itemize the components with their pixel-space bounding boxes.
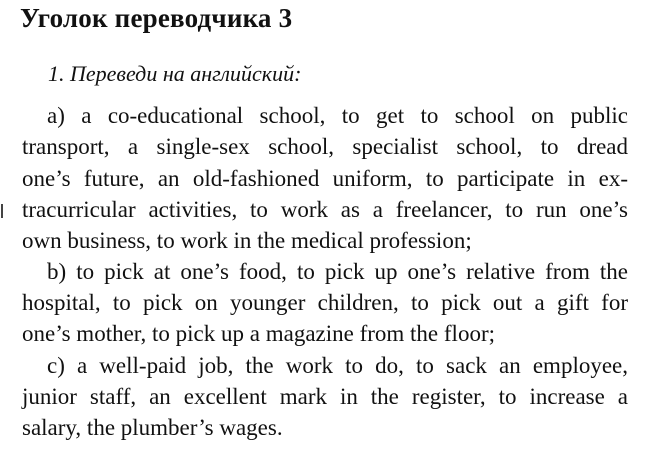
paragraph-line: hospital, to pick on younger children, to pick out a gift for xyxy=(22,290,628,315)
exercise-heading: 1. Переведи на английский: xyxy=(48,61,302,86)
paragraph-line: own business, to work in the medical profession; xyxy=(22,228,472,253)
paragraph-line: c) a well-paid job, the work to do, to sack an employee, xyxy=(47,353,628,378)
paragraph-line: a) a co-educational school, to get to school on public xyxy=(47,103,628,128)
paragraph-line: one’s mother, to pick up a magazine from the floor; xyxy=(22,321,495,346)
page-title: Уголок переводчика 3 xyxy=(20,3,293,33)
paragraph-line: b) to pick at one’s food, to pick up one’s relative from the xyxy=(47,259,628,284)
margin-mark xyxy=(1,204,3,218)
paragraph-line: transport, a single-sex school, specialist school, to dread xyxy=(22,134,628,159)
paragraph-line: salary, the plumber’s wages. xyxy=(22,415,283,440)
paragraph-line: tracurricular activities, to work as a freelancer, to run one’s xyxy=(22,197,628,222)
paragraph-line: one’s future, an old-fashioned uniform, to participate in ex- xyxy=(22,166,628,191)
paragraph-line: junior staff, an excellent mark in the register, to increase a xyxy=(22,384,628,409)
